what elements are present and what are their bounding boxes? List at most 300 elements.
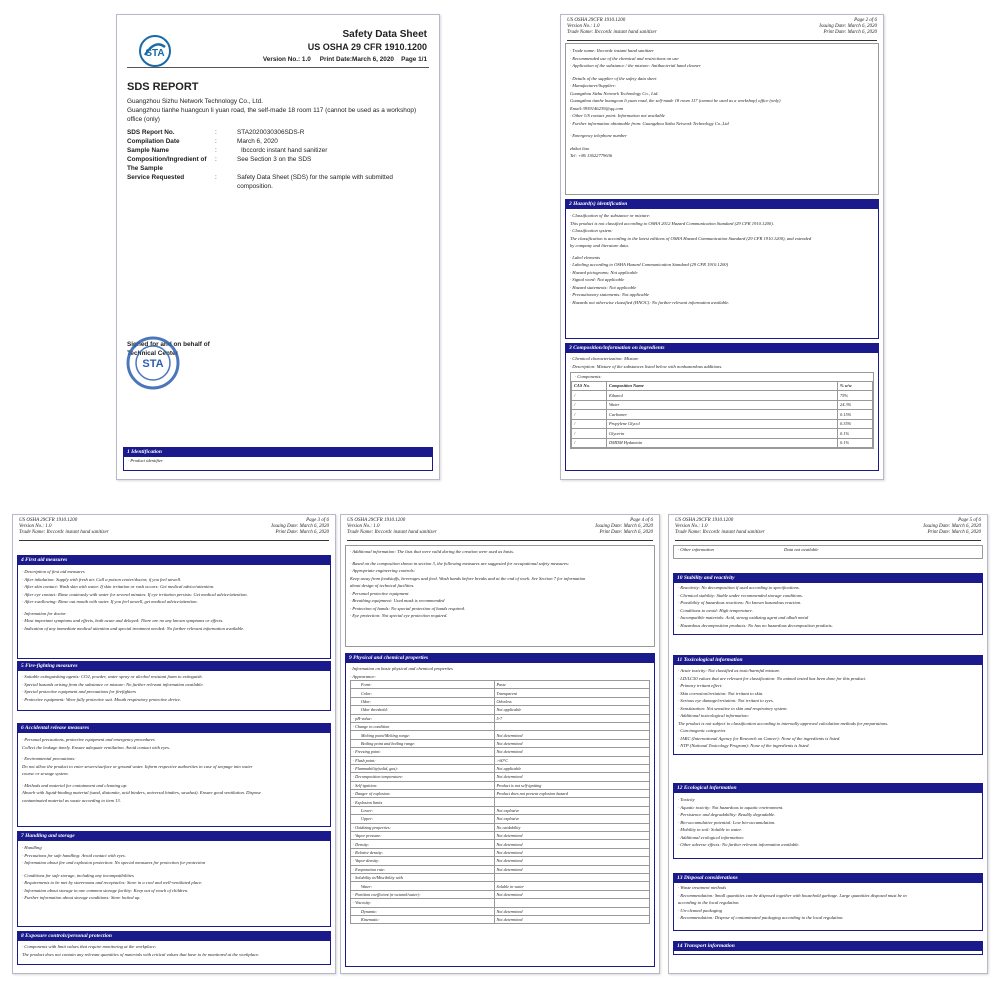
- field-value: March 6, 2020: [237, 138, 278, 145]
- table-cell: /: [572, 410, 607, 420]
- property-value: Not determined: [494, 748, 649, 756]
- text-line: · Primary irritant effect:: [678, 683, 723, 688]
- text-line: · Methods and material for containment and cleaning up:: [22, 782, 128, 788]
- table-header: % w/w: [838, 381, 873, 391]
- table-row: [351, 681, 650, 689]
- property-value: Not determined: [494, 840, 649, 848]
- approval-stamp-icon: [125, 335, 181, 391]
- text-line: Keep away from foodstuffs, beverages and feed. Wash hands before breaks and at the end of work. See Section 7 for information: [350, 575, 586, 581]
- section-14-box: [673, 941, 983, 955]
- text-line: Collect the leakage timely. Ensure adequate ventilation. Avoid contact with eyes.: [22, 744, 171, 750]
- table-cell: 0.15%: [838, 410, 873, 420]
- section-6-title: 6 Accidental release measures: [18, 724, 330, 733]
- property-name: Dynamic:: [351, 907, 495, 915]
- header-print-date: Print Date: March 6, 2020: [823, 30, 877, 35]
- property-name: Melting point/Melting range:: [351, 731, 495, 739]
- text-line: · Manufacturer/Supplier:: [570, 83, 617, 88]
- text-line: · Label elements: [570, 254, 600, 260]
- property-value: [494, 873, 649, 881]
- field-value: STA2020030306SDS-R: [237, 129, 305, 136]
- text-line: · Personal protective equipment: [350, 590, 409, 596]
- text-line: · Further information about storage conditions: Store locked up.: [22, 895, 141, 900]
- property-value: Not determined: [494, 865, 649, 873]
- field-label: Compilation Date: [127, 138, 180, 145]
- property-value: Not determined: [494, 739, 649, 747]
- property-value: Not determined: [494, 832, 649, 840]
- header-standard: US OSHA 29CFR 1910.1200: [347, 518, 406, 523]
- table-row: [351, 890, 650, 898]
- property-value: [494, 899, 649, 907]
- text-line: · IARC (International Agency for Research on Cancer): None of the ingredients is listed.: [678, 735, 841, 741]
- field-row: [127, 156, 432, 174]
- property-value: Not applicable: [494, 764, 649, 772]
- header-print-date: Print Date: March 6, 2020: [927, 530, 981, 535]
- table-row: [351, 857, 650, 865]
- header-page-no: Page 5 of 6: [958, 518, 981, 523]
- section-1-title: 1 Identification: [124, 448, 432, 457]
- table-row: [572, 400, 873, 410]
- text-line: · Chemical characterization: Mixture: [570, 356, 639, 361]
- table-cell: 0.1%: [838, 429, 873, 439]
- property-name: · Danger of explosion:: [351, 790, 495, 798]
- section-7-box: [17, 831, 331, 927]
- text-line: · Classification of the substance or mixture:: [570, 213, 651, 218]
- property-value: Not explosive: [494, 815, 649, 823]
- property-value: Product is not self-igniting: [494, 781, 649, 789]
- text-line: · Information about fire and explosion protection: No special measures for protection for protection: [22, 860, 206, 865]
- text-line: · Carcinogenic categories: [678, 728, 726, 733]
- header-standard: US OSHA 29CFR 1910.1200: [567, 18, 626, 23]
- text-line: · NTP (National Toxicology Program): None of the ingredients is listed.: [678, 743, 810, 748]
- text-line: · Additional toxicological information:: [678, 713, 750, 718]
- text-line: · Hazard statements: Not applicable: [570, 284, 637, 290]
- text-line: · Handling: [22, 845, 42, 850]
- text-line: · Toxicity: [678, 797, 695, 802]
- text-line: Do not allow the product to enter sewers/surface or ground water. Inform respective authorities in case of seepage into water: [22, 763, 253, 769]
- other-info-row: [674, 546, 982, 554]
- page-header: [347, 518, 653, 541]
- company-address: Guangzhou tianhe huangcun li yuan road, the self-made 18 room 117 (cannot be used as a workshop) office (only): [127, 107, 417, 123]
- section-1-continued: [565, 43, 879, 195]
- table-row: [351, 697, 650, 705]
- text-line: · Suitable extinguishing agents: CO2, powder, water spray or alcohol resistant foam to extinguish.: [22, 674, 203, 679]
- table-cell: /: [572, 429, 607, 439]
- other-info-box: [673, 545, 983, 559]
- property-name: Upper:: [351, 815, 495, 823]
- text-line: Guangzhou Sizhu Network Technology Co., Ltd.: [570, 90, 659, 96]
- text-line: by company and literature data.: [570, 243, 629, 248]
- text-line: Email:3959146239@qq.com: [570, 105, 624, 111]
- table-cell: /: [572, 438, 607, 448]
- text-line: · Breathing equipment: Used mask is recommended: [350, 598, 445, 603]
- cover-meta: [263, 56, 427, 65]
- property-name: Kinematic:: [351, 915, 495, 923]
- header-standard: US OSHA 29CFR 1910.1200: [19, 518, 78, 523]
- text-line: · Acute toxicity: Not classified as toxic/harmful mixture.: [678, 668, 781, 673]
- table-row: [572, 438, 873, 448]
- property-value: Not determined: [494, 857, 649, 865]
- property-name: Water:: [351, 882, 495, 890]
- text-line: · Most important symptoms and effects, both acute and delayed: There are no any known symptoms or effects.: [22, 618, 224, 623]
- text-line: · Information for doctor: [22, 610, 66, 616]
- other-info-value: Data not available: [784, 547, 819, 552]
- table-row: [351, 848, 650, 856]
- table-row: [351, 714, 650, 722]
- text-line: · Details of the supplier of the safety data sheet: [570, 75, 657, 81]
- text-line: · Special hazards arising from the substance or mixture: No further relevant information available.: [22, 681, 204, 687]
- text-line: · Requirements to be met by storerooms and receptacles: Store in a cool and well-ventilated place.: [22, 880, 203, 885]
- text-line: · Special protective equipment and precautions for firefighters: [22, 689, 137, 694]
- section-3-box: [565, 343, 879, 471]
- text-line: · Additional ecological information:: [678, 834, 745, 840]
- text-line: Tel: +86 13622779636: [570, 153, 613, 158]
- property-value: No oxidability: [494, 823, 649, 831]
- text-line: · Precautions for safe handling: Avoid contact with eyes.: [22, 852, 126, 858]
- text-line: · Hazardous decomposition products: No has no hazardous decomposition products.: [678, 622, 833, 628]
- section-5-box: [17, 661, 331, 711]
- property-value: [494, 798, 649, 806]
- table-cell: 24.3%: [838, 400, 873, 410]
- table-row: [351, 815, 650, 823]
- text-line: · After skin contact: Wash skin with water. If skin irritation or rash occurs: Get medical advice/attention.: [22, 584, 215, 589]
- table-row: [351, 806, 650, 814]
- signed-on-behalf: Signed for and on behalf of Technical Center: [127, 341, 210, 357]
- text-line: · Description: Mixture of the substances listed below with nonhazardous additions.: [570, 363, 723, 369]
- text-line: · Eye protection: Not special eye protection required.: [350, 613, 448, 618]
- field-label: Composition/Ingredient of The Sample: [127, 156, 207, 172]
- text-line: Absorb with liquid-binding material (sand, diatomite, acid binders, universal binders, sawdust). Ensure good ventilation. Dispose: [22, 790, 261, 795]
- property-value: [494, 722, 649, 730]
- text-line: contaminated material as waste according to item 13.: [22, 797, 121, 803]
- property-name: · Vapor pressure:: [351, 832, 495, 840]
- table-cell: 0.1%: [838, 438, 873, 448]
- text-line: · Sensitization: Not sensitive to skin and respiratory system.: [678, 705, 788, 711]
- property-name: · Oxidizing properties:: [351, 823, 495, 831]
- property-name: · Change in condition: [351, 722, 495, 730]
- property-value: 5-7: [494, 714, 649, 722]
- logo-text: STA: [145, 48, 165, 59]
- property-name: · Flammability(solid, gas):: [351, 764, 495, 772]
- table-row: [572, 429, 873, 439]
- text-line: · Additional information: The lists that were valid during the creation were used as basis.: [350, 549, 515, 554]
- property-value: Not explosive: [494, 806, 649, 814]
- table-row: [351, 731, 650, 739]
- text-line: · Aquatic toxicity: Not hazardous to aquatic environment.: [678, 804, 784, 810]
- header-trade-name: Trade Name: Ibccordc instant hand sanitizer: [567, 30, 657, 35]
- header-version: Version No.: 1.0: [567, 24, 600, 29]
- properties-table: [350, 680, 650, 924]
- text-line: · Skin corrosion/irritation: Not irritant to skin.: [678, 690, 764, 696]
- property-value: Transparent: [494, 689, 649, 697]
- section-12-box: [673, 783, 983, 859]
- field-label: Sample Name: [127, 147, 169, 154]
- table-cell: Ethanol: [607, 391, 838, 401]
- table-cell: DMDM Hydantoin: [607, 438, 838, 448]
- table-cell: /: [572, 391, 607, 401]
- header-version: Version No.: 1.0: [675, 524, 708, 529]
- table-row: [351, 873, 650, 881]
- property-value: Odorless: [494, 697, 649, 705]
- text-line: · Conditions for safe storage, including any incompatibilities: [22, 872, 134, 878]
- property-name: · Solubility in/Miscibility with: [351, 873, 495, 881]
- text-line: · Based on the composition shown in section 3, the following measures are suggested for occupational safety measures:: [350, 560, 570, 566]
- company-name: Guangzhou Sizhu Network Technology Co., Ltd.: [127, 98, 263, 105]
- property-value: Not determined: [494, 848, 649, 856]
- text-line: · Waste treatment methods: [678, 885, 727, 890]
- section-9-title: 9 Physical and chemical properties: [346, 654, 654, 663]
- section-13-title: 13 Disposal considerations: [674, 874, 982, 883]
- property-name: Odor threshold:: [351, 706, 495, 714]
- property-name: · Density:: [351, 840, 495, 848]
- text-line: · Components with limit values that require monitoring at the workplace:: [22, 944, 157, 949]
- property-name: · Partition coefficient (n-octanol/water):: [351, 890, 495, 898]
- header-version: Version No.: 1.0: [19, 524, 52, 529]
- text-line: · After eye contact: Rinse cautiously with water for several minutes. If eye irritation persists: Get medical advice/attention.: [22, 591, 248, 597]
- property-name: Lower:: [351, 806, 495, 814]
- property-value: >60°C: [494, 756, 649, 764]
- page-no: Page 1/1: [401, 56, 427, 63]
- header-print-date: Print Date: March 6, 2020: [275, 530, 329, 535]
- property-name: Boiling point and boiling range:: [351, 739, 495, 747]
- text-line: · LD/LC50 values that are relevant for classification: No animal tested has been done for this product.: [678, 675, 867, 681]
- text-line: · Chemical stability: Stable under recommended storage conditions.: [678, 592, 803, 598]
- text-line: · Labeling according to OSHA Hazard Communication Standard (29 CFR 1910.1200): [570, 262, 729, 267]
- table-cell: Glycerin: [607, 429, 838, 439]
- sds-page-4: [340, 514, 660, 974]
- text-line: · Appearance:: [350, 673, 376, 679]
- text-line: · Conditions to avoid: High temperature.: [678, 607, 753, 613]
- table-row: [572, 410, 873, 420]
- property-value: Not determined: [494, 907, 649, 915]
- print-date: Print Date:March 6, 2020: [319, 56, 394, 63]
- property-name: · Relative density:: [351, 848, 495, 856]
- text-line: · Serious eye damage/irritation: Not irritant to eyes.: [678, 698, 774, 703]
- table-cell: Water: [607, 400, 838, 410]
- text-line: · Precautionary statements: Not applicable: [570, 292, 650, 297]
- text-line: Guangzhou tianhe huangcun li yuan road, the self-made 18 room 117 (cannot be used as a workshop) office (only): [570, 98, 781, 103]
- text-line: · Protective equipment: Wear fully protective suit. Mouth respiratory protective device.: [22, 696, 182, 702]
- property-name: · Evaporation rate:: [351, 865, 495, 873]
- property-name: · Viscosity:: [351, 899, 495, 907]
- property-name: Odor:: [351, 697, 495, 705]
- field-value: Safety Data Sheet (SDS) for the sample with submitted composition.: [237, 174, 393, 190]
- section-8-box: [17, 931, 331, 965]
- text-line: · Information on basic physical and chemical properties: [350, 666, 453, 671]
- page-header: [19, 518, 329, 541]
- other-info-label: · Other information: [678, 547, 714, 552]
- text-line: · Other adverse effects: No further relevant information available.: [678, 842, 800, 847]
- header-trade-name: Trade Name: Ibccordc instant hand sanitizer: [675, 530, 765, 535]
- field-colon: :: [215, 147, 217, 154]
- components-table-box: [570, 372, 874, 449]
- version-no: Version No.: 1.0: [262, 56, 311, 63]
- section-2-title: 2 Hazard(s) identification: [566, 200, 878, 209]
- text-line: · Incompatible materials: Acid, strong oxidizing agent and alkali metal: [678, 615, 809, 620]
- property-value: Not determined: [494, 915, 649, 923]
- text-line: · Emergency telephone number: [570, 133, 627, 138]
- section-7-title: 7 Handling and storage: [18, 832, 330, 841]
- table-row: [351, 773, 650, 781]
- components-label: · Components:: [575, 374, 602, 379]
- table-row: [351, 899, 650, 907]
- property-value: Not determined: [494, 890, 649, 898]
- text-line: · After swallowing: Rinse out mouth with water. If you feel unwell, get medical advice/attention.: [22, 599, 198, 604]
- field-value: See Section 3 on the SDS: [237, 156, 312, 163]
- header-issuing-date: Issuing Date: March 6, 2020: [923, 524, 981, 529]
- table-header: Composition Name: [607, 381, 838, 391]
- text-line: · After inhalation: Supply with fresh air. Call a poison center/doctor, if you feel unwell.: [22, 576, 182, 582]
- sta-logo-icon: [137, 33, 173, 69]
- text-line: · Reactivity: No decomposition if used according to specifications.: [678, 585, 800, 590]
- section-13-box: [673, 873, 983, 931]
- page-header: [567, 18, 877, 41]
- text-line: · Description of first aid measures: [22, 569, 85, 574]
- property-value: Not determined: [494, 773, 649, 781]
- table-row: [351, 756, 650, 764]
- section-4-title: 4 First aid measures: [18, 556, 330, 565]
- property-value: Not applicable: [494, 706, 649, 714]
- text-line: · Classification system:: [570, 228, 613, 233]
- sds-page-5: [668, 514, 988, 974]
- page-header: [675, 518, 981, 541]
- section-8-title: 8 Exposure controls/personal protection: [18, 932, 330, 941]
- field-label: SDS Report No.: [127, 129, 175, 136]
- property-name: Color:: [351, 689, 495, 697]
- text-line: course or sewage system.: [22, 771, 69, 776]
- text-line: zhikai liao: [570, 145, 590, 151]
- text-line: · Bio-accumulative potential: Low bio-accumulation.: [678, 819, 776, 825]
- property-value: Paste: [494, 681, 649, 689]
- section-11-title: 11 Toxicological information: [674, 656, 982, 665]
- stamp-text: STA: [142, 358, 164, 370]
- table-row: [351, 840, 650, 848]
- table-cell: /: [572, 419, 607, 429]
- text-line: · Trade name: Ibccordc instant hand sanitizer: [570, 48, 654, 53]
- header-issuing-date: Issuing Date: March 6, 2020: [271, 524, 329, 529]
- header-issuing-date: Issuing Date: March 6, 2020: [595, 524, 653, 529]
- text-line: The classification is according to the latest editions of OSHA Hazard Communication Standard (29 CFR 1910.1200), and extended: [570, 235, 812, 241]
- header-issuing-date: Issuing Date: March 6, 2020: [819, 24, 877, 29]
- table-row: [351, 706, 650, 714]
- text-line: The product does not contain any relevant quantities of materials with critical values that have to be monitored at the workplace.: [22, 951, 260, 957]
- section-14-title: 14 Transport information: [674, 942, 982, 951]
- table-cell: Carbomer: [607, 410, 838, 420]
- table-row: [351, 865, 650, 873]
- section-11-box: [673, 655, 983, 755]
- field-label: Service Requested: [127, 174, 185, 181]
- text-line: · Recommendation: Small quantities can be disposed together with household garbage. Large quantities disposed must be in: [678, 892, 907, 898]
- table-row: [351, 739, 650, 747]
- table-row: [351, 764, 650, 772]
- field-row: [127, 129, 432, 138]
- table-header-row: [572, 381, 873, 391]
- section-8-continued: [345, 545, 655, 647]
- field-colon: :: [215, 174, 217, 181]
- text-line: · Personal precautions, protective equipment and emergency procedures: [22, 737, 155, 742]
- table-cell: 0.35%: [838, 419, 873, 429]
- section-3-title: 3 Composition/information on ingredients: [566, 344, 878, 353]
- section-10-title: 10 Stability and reactivity: [674, 574, 982, 583]
- text-line: · Environmental precautions:: [22, 756, 76, 761]
- section-2-box: [565, 199, 879, 339]
- property-value: Soluble in water: [494, 882, 649, 890]
- table-row: [572, 419, 873, 429]
- cover-subtitle: US OSHA 29 CFR 1910.1200: [307, 42, 427, 52]
- section-9-box: [345, 653, 655, 967]
- text-line: · Protection of hands: No special protection of hands required.: [350, 605, 466, 611]
- text-line: · Persistence and degradability: Readily degradable.: [678, 812, 776, 817]
- text-line: · Signal word: Not applicable: [570, 277, 625, 282]
- text-line: according to the local regulation.: [678, 900, 740, 905]
- property-name: · Decomposition temperature:: [351, 773, 495, 781]
- field-colon: :: [215, 156, 217, 163]
- table-cell: 75%: [838, 391, 873, 401]
- field-colon: :: [215, 129, 217, 136]
- header-print-date: Print Date: March 6, 2020: [599, 530, 653, 535]
- header-page-no: Page 3 of 6: [306, 518, 329, 523]
- text-line: The product is not subject to classification according to internally approved calculation methods for preparations.: [678, 720, 889, 726]
- property-name: · Freezing point:: [351, 748, 495, 756]
- section-5-title: 5 Fire-fighting measures: [18, 662, 330, 671]
- section-1-box: [123, 447, 433, 471]
- property-name: · pH-value:: [351, 714, 495, 722]
- sds-page-2: [560, 14, 884, 480]
- property-name: Form:: [351, 681, 495, 689]
- header-page-no: Page 2 of 6: [854, 18, 877, 23]
- text-line: · Indication of any immediate medical attention and special treatment needed: No further relevant information available.: [22, 625, 245, 631]
- text-line: · Recommendation: Dispose of contaminated packaging according to the local regulation.: [678, 915, 844, 920]
- field-colon: :: [215, 138, 217, 145]
- field-row: [127, 138, 432, 147]
- property-name: · Explosion limits: [351, 798, 495, 806]
- table-row: [351, 915, 650, 923]
- field-row: [127, 147, 432, 156]
- text-line: · Application of the substance / the mixture: Antibacterial hand cleaner: [570, 63, 701, 68]
- table-row: [351, 748, 650, 756]
- text-line: · Hazards not otherwise classified (HNOC): No further relevant information available.: [570, 299, 730, 305]
- property-name: · Vapor density:: [351, 857, 495, 865]
- property-name: · Flash point:: [351, 756, 495, 764]
- cover-divider: [127, 67, 429, 68]
- section-10-box: [673, 573, 983, 635]
- components-table: [571, 381, 873, 449]
- text-line: · Un-cleaned packaging: [678, 907, 723, 913]
- cover-page: [116, 14, 440, 480]
- table-cell: /: [572, 400, 607, 410]
- table-row: [351, 832, 650, 840]
- table-row: [351, 781, 650, 789]
- text-line: · Recommended use of the chemical and restrictions on use: [570, 55, 679, 61]
- section-1-line: · Product identifier: [128, 458, 163, 463]
- header-standard: US OSHA 29CFR 1910.1200: [675, 518, 734, 523]
- table-header: CAS No.: [572, 381, 607, 391]
- text-line: · Information about storage in one common storage facility: Keep out of reach of children.: [22, 887, 189, 893]
- header-trade-name: Trade Name: Ibccordc instant hand sanitizer: [347, 530, 437, 535]
- property-value: Not determined: [494, 731, 649, 739]
- table-row: [351, 907, 650, 915]
- table-row: [351, 790, 650, 798]
- text-line: · Appropriate engineering controls:: [350, 568, 416, 573]
- text-line: · Further information obtainable from: Guangzhou Sizhu Network Technology Co.,Ltd: [570, 120, 729, 126]
- text-line: about design of technical facilities.: [350, 583, 415, 588]
- table-row: [351, 722, 650, 730]
- section-6-box: [17, 723, 331, 827]
- text-line: · Hazard pictograms: Not applicable: [570, 269, 638, 275]
- table-row: [572, 391, 873, 401]
- header-trade-name: Trade Name: Ibccordc instant hand sanitizer: [19, 530, 109, 535]
- sds-page-3: [12, 514, 336, 974]
- text-line: · Mobility in soil: Soluble in water.: [678, 827, 742, 832]
